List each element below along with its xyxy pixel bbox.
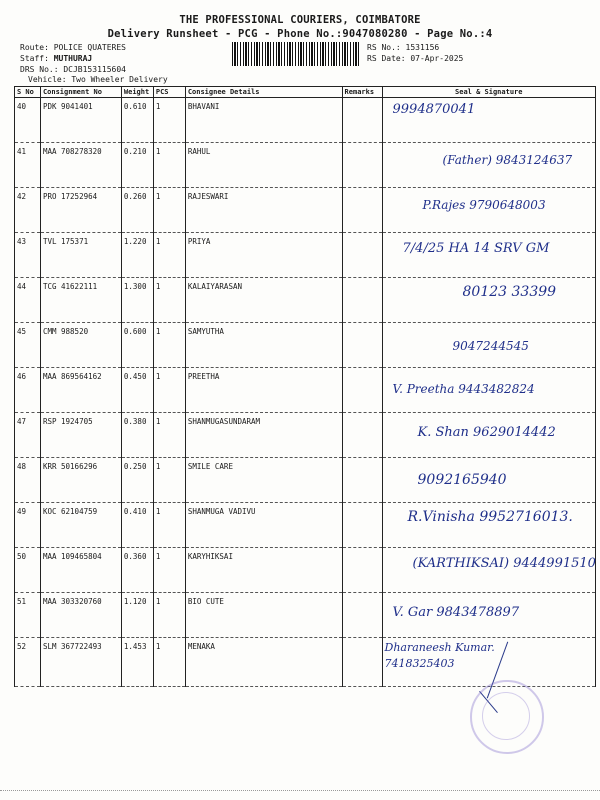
row-consignee: KARYHIKSAI: [185, 548, 342, 593]
row-consignee: KALAIYARASAN: [185, 278, 342, 323]
table-row: [15, 413, 596, 458]
row-pcs: 1: [153, 368, 185, 413]
row-signature: [382, 143, 595, 188]
table-row: [15, 323, 596, 368]
drs-number: DRS No.: DCJB153115604: [20, 65, 126, 74]
row-signature: [382, 548, 595, 593]
route-text: Route: POLICE QUATERES: [20, 43, 126, 52]
row-sno: 52: [15, 638, 41, 687]
row-weight: 0.260: [121, 188, 153, 233]
row-sno: 47: [15, 413, 41, 458]
row-weight: 1.220: [121, 233, 153, 278]
table-row: [15, 458, 596, 503]
row-weight: 0.360: [121, 548, 153, 593]
table-row: [15, 143, 596, 188]
table-row: [15, 98, 596, 143]
row-signature: [382, 638, 595, 687]
signature-text: P.Rajes 9790648003: [422, 198, 546, 212]
row-remarks: [342, 503, 382, 548]
row-consignee: PRIYA: [185, 233, 342, 278]
barcode: [232, 42, 360, 66]
staff-label: Staff:: [20, 54, 54, 63]
row-pcs: 1: [153, 188, 185, 233]
table-header-row: [15, 87, 596, 98]
row-sno: 40: [15, 98, 41, 143]
table-row: [15, 503, 596, 548]
row-consignment: RSP 1924705: [40, 413, 121, 458]
row-remarks: [342, 638, 382, 687]
signature-text: (KARTHIKSAI) 9444991510: [412, 556, 596, 571]
row-weight: 0.380: [121, 413, 153, 458]
row-pcs: 1: [153, 143, 185, 188]
row-consignee: SHANMUGA VADIVU: [185, 503, 342, 548]
vehicle-text: Vehicle: Two Wheeler Delivery: [28, 75, 168, 84]
row-signature: [382, 188, 595, 233]
row-consignment: MAA 869564162: [40, 368, 121, 413]
row-consignment: TVL 175371: [40, 233, 121, 278]
row-weight: 0.450: [121, 368, 153, 413]
row-sno: 49: [15, 503, 41, 548]
signature-text: K. Shan 9629014442: [417, 425, 556, 440]
runsheet-subtitle: Delivery Runsheet - PCG - Phone No.:9047080280 - Page No.:4: [107, 28, 493, 40]
row-consignment: KRR 50166296: [40, 458, 121, 503]
signature-text: V. Preetha 9443482824: [392, 382, 535, 396]
row-sno: 51: [15, 593, 41, 638]
row-sno: 43: [15, 233, 41, 278]
row-signature: [382, 503, 595, 548]
row-sno: 50: [15, 548, 41, 593]
row-pcs: 1: [153, 233, 185, 278]
row-remarks: [342, 458, 382, 503]
row-signature: [382, 413, 595, 458]
row-weight: 0.210: [121, 143, 153, 188]
row-remarks: [342, 188, 382, 233]
row-signature: [382, 98, 595, 143]
company-title: THE PROFESSIONAL COURIERS, COIMBATORE: [179, 14, 421, 26]
row-consignee: MENAKA: [185, 638, 342, 687]
row-weight: 0.600: [121, 323, 153, 368]
row-consignment: MAA 708278320: [40, 143, 121, 188]
row-pcs: 1: [153, 593, 185, 638]
signature-text: V. Gar 9843478897: [392, 605, 520, 620]
staff-value: MUTHURAJ: [53, 54, 93, 63]
row-consignee: SMILE CARE: [185, 458, 342, 503]
row-consignment: SLM 367722493: [40, 638, 121, 687]
row-signature: [382, 278, 595, 323]
table-row: [15, 278, 596, 323]
staff-text: [20, 54, 92, 63]
row-weight: 1.300: [121, 278, 153, 323]
row-consignment: KOC 62104759: [40, 503, 121, 548]
row-weight: 1.453: [121, 638, 153, 687]
row-signature: [382, 233, 595, 278]
signature-text: 9092165940: [417, 472, 507, 488]
row-pcs: 1: [153, 638, 185, 687]
row-sno: 44: [15, 278, 41, 323]
row-consignee: BIO CUTE: [185, 593, 342, 638]
row-pcs: 1: [153, 503, 185, 548]
row-sno: 48: [15, 458, 41, 503]
table-row: [15, 593, 596, 638]
col-remarks: Remarks: [342, 87, 382, 98]
row-consignment: TCG 41622111: [40, 278, 121, 323]
row-consignment: CMM 988520: [40, 323, 121, 368]
row-weight: 1.120: [121, 593, 153, 638]
signature-text: Dharaneesh Kumar. 7418325403: [384, 641, 495, 670]
col-consignee: Consignee Details: [185, 87, 342, 98]
row-pcs: 1: [153, 458, 185, 503]
row-sno: 45: [15, 323, 41, 368]
row-consignment: MAA 109465804: [40, 548, 121, 593]
faded-stamp-inner: [482, 692, 530, 740]
row-sno: 42: [15, 188, 41, 233]
table-row: [15, 548, 596, 593]
signature-text: 7/4/25 HA 14 SRV GM: [402, 241, 550, 256]
row-weight: 0.610: [121, 98, 153, 143]
col-consignment: Consignment No: [40, 87, 121, 98]
row-signature: [382, 593, 595, 638]
row-consignment: MAA 303320760: [40, 593, 121, 638]
row-consignee: RAJESWARI: [185, 188, 342, 233]
row-remarks: [342, 323, 382, 368]
row-consignee: BHAVANI: [185, 98, 342, 143]
col-weight: Weight: [121, 87, 153, 98]
row-consignee: RAHUL: [185, 143, 342, 188]
signature-text: (Father) 9843124637: [442, 153, 573, 167]
signature-text: 9994870041: [392, 102, 476, 117]
row-pcs: 1: [153, 323, 185, 368]
row-remarks: [342, 413, 382, 458]
col-pcs: PCS: [153, 87, 185, 98]
row-remarks: [342, 278, 382, 323]
row-pcs: 1: [153, 98, 185, 143]
row-remarks: [342, 98, 382, 143]
row-consignment: PDK 9041401: [40, 98, 121, 143]
col-signature: Seal & Signature: [382, 87, 595, 98]
signature-text: 80123 33399: [462, 284, 557, 300]
row-weight: 0.410: [121, 503, 153, 548]
row-remarks: [342, 368, 382, 413]
row-consignment: PRO 17252964: [40, 188, 121, 233]
row-remarks: [342, 233, 382, 278]
row-consignee: SAMYUTHA: [185, 323, 342, 368]
row-signature: [382, 458, 595, 503]
runsheet-table: [14, 86, 596, 687]
table-row: [15, 233, 596, 278]
rs-date: RS Date: 07-Apr-2025: [367, 54, 464, 63]
row-sno: 41: [15, 143, 41, 188]
row-remarks: [342, 548, 382, 593]
row-remarks: [342, 593, 382, 638]
row-signature: [382, 323, 595, 368]
rs-number: RS No.: 1531156: [367, 43, 440, 52]
signature-text: R.Vinisha 9952716013.: [407, 509, 573, 525]
col-sno: S No: [15, 87, 41, 98]
table-row: [15, 368, 596, 413]
row-weight: 0.250: [121, 458, 153, 503]
row-remarks: [342, 143, 382, 188]
row-pcs: 1: [153, 548, 185, 593]
page-bottom-edge: [0, 790, 600, 791]
row-consignee: PREETHA: [185, 368, 342, 413]
signature-text: 9047244545: [452, 339, 529, 353]
row-pcs: 1: [153, 278, 185, 323]
table-row: [15, 188, 596, 233]
row-sno: 46: [15, 368, 41, 413]
row-pcs: 1: [153, 413, 185, 458]
row-signature: [382, 368, 595, 413]
row-consignee: SHANMUGASUNDARAM: [185, 413, 342, 458]
